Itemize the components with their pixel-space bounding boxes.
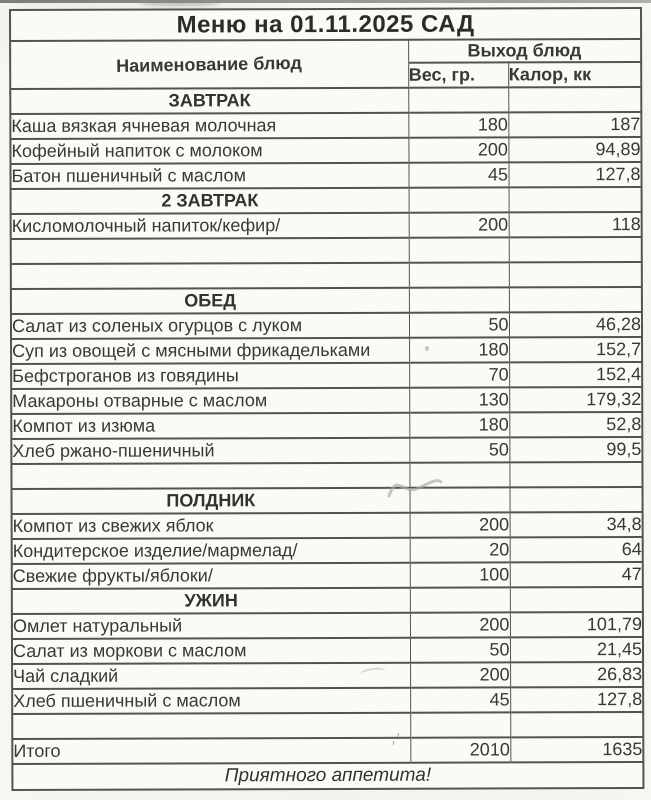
weight-cell bbox=[410, 712, 510, 737]
section-label: 2 ЗАВТРАК bbox=[11, 188, 409, 214]
menu-item-row bbox=[10, 112, 641, 139]
menu-item-row bbox=[12, 562, 643, 589]
dish-name-cell: Салат из моркови с маслом bbox=[12, 638, 410, 664]
scan-edge-artifact bbox=[0, 0, 651, 3]
dish-name-cell: Кондитерское изделие/мармелад/ bbox=[12, 538, 410, 564]
dish-name-cell: Хлеб ржано-пшеничный bbox=[11, 438, 409, 464]
calories-cell: 64 bbox=[510, 537, 643, 562]
dish-name-cell: Хлеб пшеничный с маслом bbox=[12, 688, 410, 714]
empty-row bbox=[12, 712, 643, 739]
weight-cell bbox=[410, 587, 510, 612]
column-header-dish-name: Наименование блюд bbox=[10, 40, 408, 89]
calories-cell bbox=[509, 462, 642, 487]
weight-cell: 200 bbox=[410, 512, 510, 537]
weight-cell bbox=[410, 487, 510, 512]
calories-cell bbox=[509, 187, 642, 212]
weight-cell: 50 bbox=[409, 312, 509, 337]
empty-row bbox=[11, 262, 642, 289]
weight-cell: 180 bbox=[409, 337, 509, 362]
calories-cell: 118 bbox=[509, 212, 642, 237]
weight-cell: 180 bbox=[409, 412, 509, 437]
scan-smudge-artifact bbox=[140, 0, 220, 6]
section-row bbox=[11, 287, 642, 314]
dish-name-cell: Чай сладкий bbox=[12, 663, 410, 689]
weight-cell: 45 bbox=[410, 687, 510, 712]
weight-cell: 50 bbox=[410, 637, 510, 662]
column-header-calories: Калор, кк bbox=[508, 62, 641, 87]
section-label: ОБЕД bbox=[11, 288, 409, 314]
menu-item-row bbox=[12, 512, 643, 539]
menu-item-row bbox=[11, 212, 642, 239]
menu-item-row bbox=[12, 537, 643, 564]
menu-title: Меню на 01.11.2025 САД bbox=[10, 8, 641, 41]
calories-cell bbox=[508, 87, 641, 112]
dish-name-cell: Свежие фрукты/яблоки/ bbox=[12, 563, 410, 589]
weight-cell: 180 bbox=[408, 112, 508, 137]
footer-note: Приятного аппетита! bbox=[12, 762, 643, 790]
dish-name-cell bbox=[11, 463, 409, 489]
menu-item-row bbox=[12, 687, 643, 714]
dish-name-cell: Кофейный напиток с молоком bbox=[10, 138, 408, 164]
menu-item-row bbox=[11, 337, 642, 364]
calories-cell: 34,8 bbox=[510, 512, 643, 537]
menu-item-row bbox=[11, 412, 642, 439]
dish-name-cell bbox=[12, 713, 410, 739]
menu-item-row bbox=[11, 437, 642, 464]
calories-cell: 127,8 bbox=[508, 162, 641, 187]
calories-cell bbox=[509, 237, 642, 262]
section-row bbox=[12, 487, 643, 514]
calories-cell bbox=[509, 262, 642, 287]
weight-cell: 70 bbox=[409, 362, 509, 387]
weight-cell: 2010 bbox=[410, 737, 510, 762]
dish-name-cell: Салат из соленых огурцов с луком bbox=[11, 313, 409, 339]
dish-name-cell bbox=[11, 238, 409, 264]
title-row bbox=[10, 8, 641, 41]
menu-item-row bbox=[12, 612, 643, 639]
menu-item-row bbox=[11, 312, 642, 339]
column-header-weight: Вес, гр. bbox=[408, 62, 508, 87]
menu-item-row bbox=[12, 662, 643, 689]
section-label: УЖИН bbox=[12, 588, 410, 614]
calories-cell: 179,32 bbox=[509, 387, 642, 412]
weight-cell bbox=[409, 287, 509, 312]
dish-name-cell: Батон пшеничный с маслом bbox=[10, 163, 408, 189]
footer-row bbox=[12, 762, 643, 790]
total-row bbox=[12, 737, 643, 764]
calories-cell: 99,5 bbox=[509, 437, 642, 462]
calories-cell: 152,4 bbox=[509, 362, 642, 387]
menu-item-row bbox=[12, 637, 643, 664]
dish-name-cell: Компот из свежих яблок bbox=[12, 513, 410, 539]
dish-name-cell: Бефстроганов из говядины bbox=[11, 363, 409, 389]
section-row bbox=[10, 87, 641, 114]
section-row bbox=[12, 587, 643, 614]
dish-name-cell: Компот из изюма bbox=[11, 413, 409, 439]
menu-table bbox=[9, 7, 644, 791]
menu-item-row bbox=[10, 137, 641, 164]
calories-cell bbox=[510, 712, 643, 737]
column-header-output: Выход блюд bbox=[408, 39, 641, 63]
menu-item-row bbox=[10, 162, 641, 189]
weight-cell bbox=[408, 87, 508, 112]
empty-row bbox=[11, 237, 642, 264]
section-label: ЗАВТРАК bbox=[10, 88, 408, 114]
weight-cell: 200 bbox=[410, 662, 510, 687]
section-row bbox=[11, 187, 642, 214]
calories-cell: 46,28 bbox=[509, 312, 642, 337]
weight-cell bbox=[409, 237, 509, 262]
calories-cell bbox=[509, 287, 642, 312]
weight-cell: 45 bbox=[408, 162, 508, 187]
calories-cell: 94,89 bbox=[508, 137, 641, 162]
header-row-top bbox=[10, 39, 641, 64]
calories-cell: 152,7 bbox=[509, 337, 642, 362]
weight-cell: 50 bbox=[409, 437, 509, 462]
dish-name-cell: Суп из овощей с мясными фрикадельками bbox=[11, 338, 409, 364]
weight-cell: 200 bbox=[408, 137, 508, 162]
calories-cell: 101,79 bbox=[510, 612, 643, 637]
calories-cell: 187 bbox=[508, 112, 641, 137]
menu-item-row bbox=[11, 387, 642, 414]
dish-name-cell: Омлет натуральный bbox=[12, 613, 410, 639]
calories-cell: 127,8 bbox=[510, 687, 643, 712]
calories-cell: 1635 bbox=[510, 737, 643, 762]
calories-cell: 52,8 bbox=[509, 412, 642, 437]
weight-cell bbox=[409, 462, 509, 487]
dish-name-cell bbox=[11, 263, 409, 289]
calories-cell: 21,45 bbox=[510, 637, 643, 662]
dish-name-cell: Макароны отварные с маслом bbox=[11, 388, 409, 414]
weight-cell bbox=[409, 187, 509, 212]
weight-cell: 130 bbox=[409, 387, 509, 412]
calories-cell: 47 bbox=[510, 562, 643, 587]
dish-name-cell: Кисломолочный напиток/кефир/ bbox=[11, 213, 409, 239]
calories-cell: 26,83 bbox=[510, 662, 643, 687]
weight-cell bbox=[409, 262, 509, 287]
calories-cell bbox=[510, 487, 643, 512]
section-label: ПОЛДНИК bbox=[12, 488, 410, 514]
weight-cell: 100 bbox=[410, 562, 510, 587]
dish-name-cell: Итого bbox=[12, 738, 410, 764]
weight-cell: 200 bbox=[409, 212, 509, 237]
dish-name-cell: Каша вязкая ячневая молочная bbox=[10, 113, 408, 139]
menu-item-row bbox=[11, 362, 642, 389]
empty-row bbox=[11, 462, 642, 489]
calories-cell bbox=[510, 587, 643, 612]
weight-cell: 20 bbox=[410, 537, 510, 562]
scan-marks-artifact: ,’ bbox=[392, 730, 399, 746]
weight-cell: 200 bbox=[410, 612, 510, 637]
